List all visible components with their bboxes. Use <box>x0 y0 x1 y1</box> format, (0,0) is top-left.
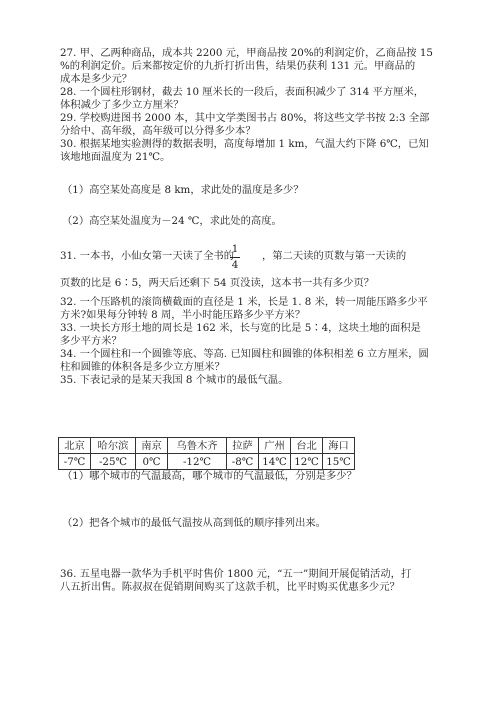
q35-sub-1: （1）哪个城市的气温最高，哪个城市的气温最低，分别是多少？ <box>62 470 357 482</box>
q31-fraction <box>228 243 242 272</box>
q33-line-2: 多少平方米？ <box>60 335 122 347</box>
fraction-denominator: 4 <box>231 259 239 271</box>
table-row <box>59 438 355 454</box>
temp-cell: -7℃ <box>59 454 91 470</box>
city-cell: 广州 <box>259 438 291 454</box>
city-cell: 乌鲁木齐 <box>168 438 227 454</box>
q32-line-2: 方米?如果每分钟转 8 周，半小时能压路多少平方米？ <box>60 309 306 321</box>
q32-line-1: 32. 一个压路机的滚筒横截面的直径是 1 米，长是 1. 8 米，转一周能压路多少平 <box>60 296 428 308</box>
city-cell: 南京 <box>136 438 168 454</box>
q27-line-1: 27. 甲、乙两种商品，成本共 2200 元，甲商品按 20%的利润定价，乙商品按 15 <box>60 47 433 59</box>
q28-line-1: 28. 一个圆柱形钢材，截去 10 厘米长的一段后，表面积减少了 314 平方厘米， <box>60 86 425 98</box>
table-row <box>59 454 355 470</box>
q34-line-2: 柱和圆锥的体积各是多少立方厘米？ <box>60 361 225 373</box>
q27-line-2: %的利润定价。后来都按定价的九折打折出售，结果仍获利 131 元。甲商品的 <box>60 60 416 72</box>
fraction-bar <box>230 257 240 258</box>
temp-cell: 12℃ <box>291 454 323 470</box>
q27-line-3: 成本是多少元？ <box>60 73 133 85</box>
q36-line-1: 36. 五星电器一款华为手机平时售价 1800 元，“五一”期间开展促销活动，打 <box>60 568 412 580</box>
fraction-numerator: 1 <box>231 243 239 255</box>
q30-sub-2: （2）高空某处温度为－24 ℃，求此处的高度。 <box>62 215 282 227</box>
city-cell: 拉萨 <box>227 438 259 454</box>
city-cell: 北京 <box>59 438 91 454</box>
temp-cell: 0℃ <box>136 454 168 470</box>
q29-line-2: 分给中、高年级，高年级可以分得多少本？ <box>60 125 256 137</box>
q31-line-2: 页数的比是 6∶5，两天后还剩下 54 页没读，这本书一共有多少页？ <box>60 277 375 289</box>
q35-line-1: 35. 下表记录的是某天我国 8 个城市的最低气温。 <box>60 374 289 386</box>
q28-line-2: 体积减少了多少立方厘米？ <box>60 99 184 111</box>
temp-cell: 15℃ <box>323 454 355 470</box>
temperature-table <box>58 437 355 470</box>
temp-cell: 14℃ <box>259 454 291 470</box>
city-cell: 台北 <box>291 438 323 454</box>
q30-line-1: 30. 根据某地实验测得的数据表明，高度每增加 1 km，气温大约下降 6℃，已知 <box>60 138 429 150</box>
temp-cell: -8℃ <box>227 454 259 470</box>
city-cell: 海口 <box>323 438 355 454</box>
q30-sub-1: （1）高空某处高度是 8 km，求此处的温度是多少？ <box>62 184 304 196</box>
q36-line-2: 八五折出售。陈叔叔在促销期间购买了这款手机，比平时购买优惠多少元？ <box>60 581 400 593</box>
q35-sub-2: （2）把各个城市的最低气温按从高到低的顺序排列出来。 <box>62 517 326 529</box>
q33-line-1: 33. 一块长方形土地的周长是 162 米，长与宽的比是 5∶4，这块土地的面积是 <box>60 322 421 334</box>
q29-line-1: 29. 学校购进图书 2000 本，其中文学类图书占 80%，将这些文学书按 2:3 全部 <box>60 112 430 124</box>
q30-line-2: 该地地面温度为 21℃。 <box>60 151 171 163</box>
city-cell: 哈尔滨 <box>91 438 136 454</box>
q34-line-1: 34. 一个圆柱和一个圆锥等底、等高. 已知圆柱和圆锥的体积相差 6 立方厘米，圆 <box>60 348 429 360</box>
temp-cell: -25℃ <box>91 454 136 470</box>
q31-line-1a: 31. 一本书，小仙女第一天读了全书的 <box>60 250 235 262</box>
temp-cell: -12℃ <box>168 454 227 470</box>
q31-line-1b: ，第二天读的页数与第一天读的 <box>262 250 407 262</box>
